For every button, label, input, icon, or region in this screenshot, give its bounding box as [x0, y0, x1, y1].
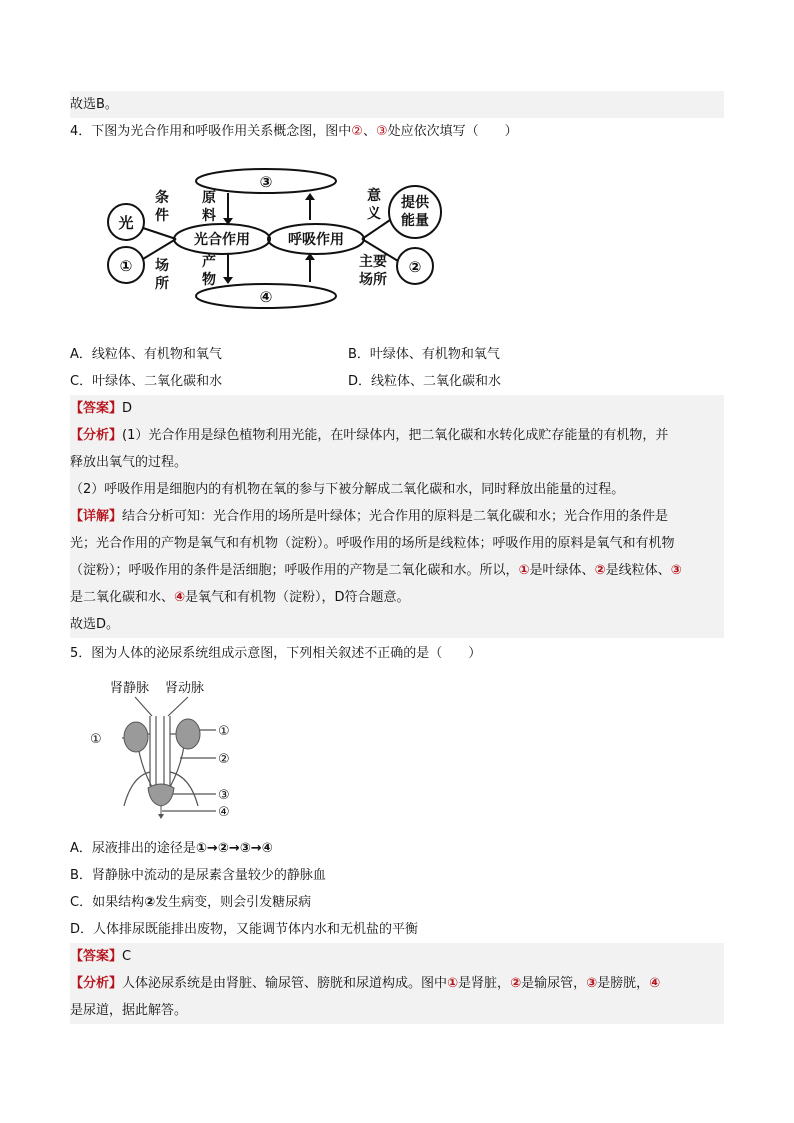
- top-oval-label: ③: [259, 173, 273, 191]
- q4-detail-line-1: 【详解】结合分析可知：光合作用的场所是叶绿体；光合作用的原料是二氧化碳和水；光合作用的条件是: [70, 503, 724, 530]
- bottom-oval-label: ④: [259, 288, 273, 306]
- renal-artery-label: 肾动脉: [165, 681, 205, 696]
- left-c1-label: ①: [90, 732, 102, 747]
- q4-answer: 【答案】D: [70, 395, 724, 422]
- q5-option-b[interactable]: B．肾静脉中流动的是尿素含量较少的静脉血: [70, 868, 326, 883]
- q4-option-d[interactable]: D．线粒体、二氧化碳和水: [348, 374, 502, 389]
- urinary-system-diagram: [90, 676, 280, 826]
- supply-label-2: 能量: [401, 213, 429, 229]
- main-site-label-2: 场所: [359, 272, 387, 288]
- q4-detail-line-4: 是二氧化碳和水、④是氧气和有机物（淀粉），D符合题意。: [70, 584, 724, 611]
- c3-label: ③: [218, 788, 230, 803]
- c1-label: ①: [119, 257, 133, 275]
- arrow-head: [305, 193, 315, 200]
- q4-option-a[interactable]: A．线粒体、有机物和氧气: [70, 347, 222, 362]
- main-site-label-1: 主要: [359, 254, 387, 270]
- respiration-label: 呼吸作用: [288, 232, 344, 248]
- raw-label-1: 原: [202, 190, 216, 206]
- q5-analysis-line-2: 是尿道，据此解答。: [70, 997, 724, 1024]
- q4-option-b[interactable]: B．叶绿体、有机物和氧气: [348, 347, 500, 362]
- q5-option-d[interactable]: D．人体排尿既能排出废物，又能调节体内水和无机盐的平衡: [70, 922, 419, 937]
- q5-option-c[interactable]: C．如果结构②发生病变，则会引发糖尿病: [70, 895, 312, 910]
- q5-analysis-line-1: 【分析】人体泌尿系统是由肾脏、输尿管、膀胱和尿道构成。图中①是肾脏，②是输尿管，③是膀胱，④: [70, 970, 724, 997]
- supply-energy-circle: [389, 186, 441, 238]
- arrow-head: [223, 277, 233, 284]
- photosynthesis-label: 光合作用: [194, 232, 250, 248]
- q4-detail-line-2: 光；光合作用的产物是氧气和有机物（淀粉）。呼吸作用的场所是线粒体；呼吸作用的原料是氧气和有机物: [70, 530, 724, 557]
- left-kidney: [124, 722, 148, 752]
- q4-analysis-line-2: 释放出氧气的过程。: [70, 449, 724, 476]
- right-c1-label: ①: [218, 724, 230, 739]
- condition-label-2: 件: [155, 208, 169, 224]
- q3-conclusion: 故选B。: [70, 91, 724, 118]
- meaning-label-2: 义: [367, 206, 381, 222]
- circled-2: ②: [351, 124, 363, 139]
- q4-stem: 4．下图为光合作用和呼吸作用关系概念图，图中②、③处应依次填写（ ）: [70, 124, 518, 139]
- raw-label-2: 料: [202, 208, 216, 224]
- right-kidney: [176, 719, 200, 749]
- c2-label: ②: [218, 752, 230, 767]
- q4-option-c[interactable]: C．叶绿体、二氧化碳和水: [70, 374, 223, 389]
- photosynthesis-respiration-diagram: [90, 162, 450, 312]
- supply-label-1: 提供: [401, 195, 429, 211]
- circled-3: ③: [375, 124, 388, 139]
- q5-answer: 【答案】C: [70, 943, 724, 970]
- product-label-1: 产: [202, 254, 216, 270]
- q4-conclusion: 故选D。: [70, 611, 724, 638]
- meaning-label-1: 意: [367, 188, 381, 204]
- renal-vein-label: 肾静脉: [110, 681, 150, 696]
- q4-detail-line-3: （淀粉）；呼吸作用的条件是活细胞；呼吸作用的产物是二氧化碳和水。所以，①是叶绿体、②是线粒体、③: [70, 557, 724, 584]
- condition-label-1: 条: [155, 190, 169, 206]
- q4-analysis-line-1: 【分析】(1）光合作用是绿色植物利用光能，在叶绿体内，把二氧化碳和水转化成贮存能量的有机物，并: [70, 422, 724, 449]
- c2-label: ②: [408, 258, 422, 276]
- site-label-2: 所: [155, 276, 169, 292]
- light-label: 光: [118, 214, 134, 232]
- q4-analysis-line-3: （2）呼吸作用是细胞内的有机物在氧的参与下被分解成二氧化碳和水，同时释放出能量的过程。: [70, 476, 724, 503]
- q5-stem: 5．图为人体的泌尿系统组成示意图，下列相关叙述不正确的是（ ）: [70, 646, 482, 661]
- bladder: [148, 784, 174, 806]
- q5-option-a[interactable]: A．尿液排出的途径是①→②→③→④: [70, 841, 273, 856]
- c4-label: ④: [218, 805, 230, 820]
- product-label-2: 物: [202, 272, 216, 288]
- site-label-1: 场: [155, 258, 169, 274]
